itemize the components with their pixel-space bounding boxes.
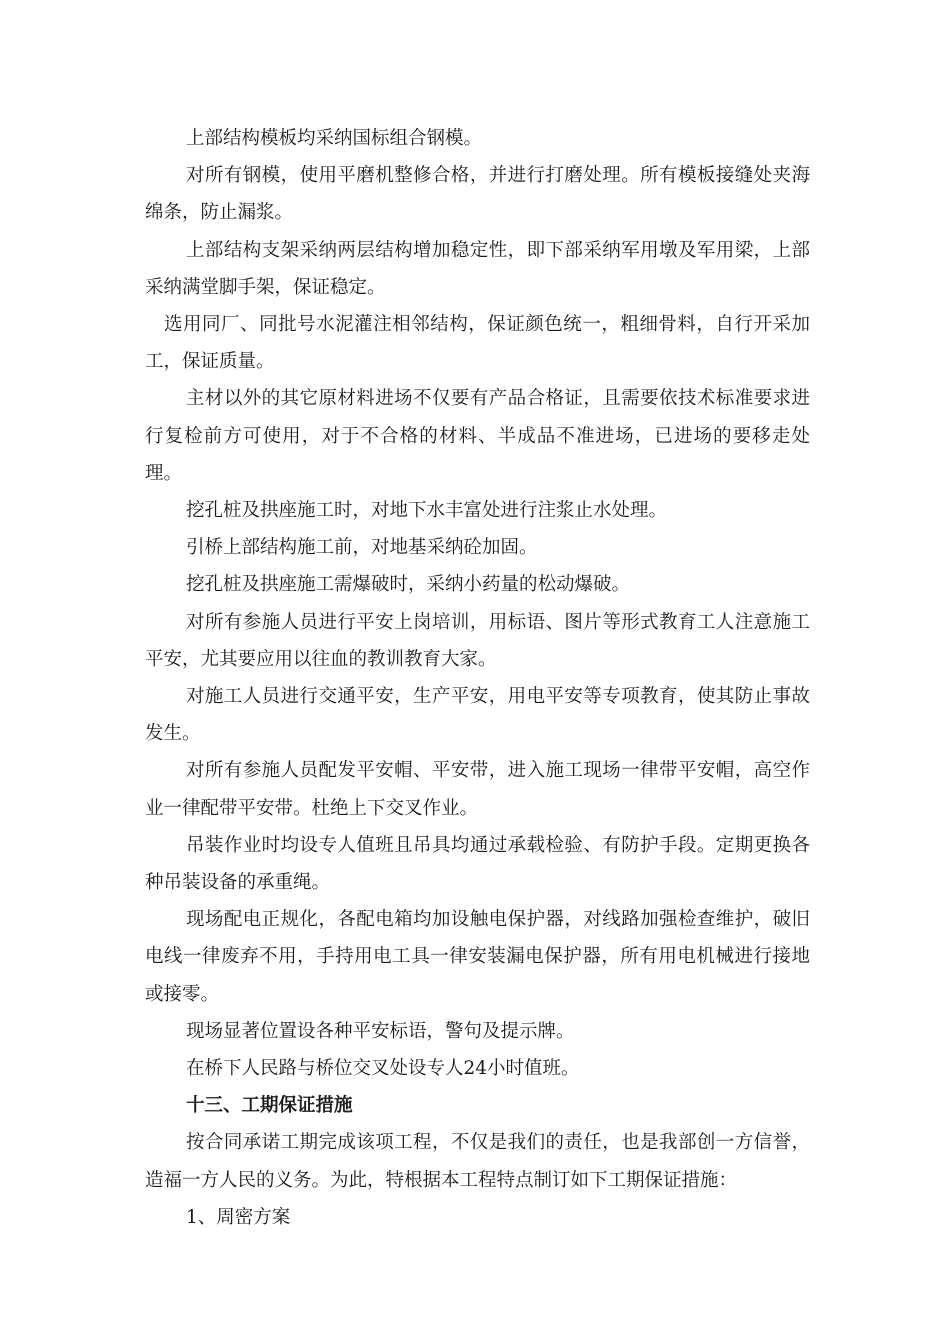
paragraph-foundation-reinforcement: 引桥上部结构施工前，对地基采纳砼加固。 [186, 537, 538, 559]
paragraph-lifting-operations: 吊装作业时均设专人值班且吊具均通过承载检验、有防护手段。定期更换各种吊装设备的承重绳。 [145, 834, 810, 894]
paragraph-safety-signs: 现场显著位置设各种平安标语，警句及提示牌。 [186, 1020, 575, 1042]
paragraph-grouting: 挖孔桩及拱座施工时，对地下水丰富处进行注浆止水处理。 [186, 500, 668, 522]
paragraph-safety-education: 对施工人员进行交通平安，生产平安，用电平安等专项教育，使其防止事故发生。 [145, 686, 810, 745]
paragraph-support-structure: 上部结构支架采纳两层结构增加稳定性，即下部采纳军用墩及军用梁，上部采纳满堂脚手架，保证稳定。 [145, 239, 810, 298]
paragraph-helmets-belts: 对所有参施人员配发平安帽、平安带，进入施工现场一律带平安帽，高空作业一律配带平安带。杜绝上下交叉作业。 [145, 760, 810, 819]
paragraph-power-distribution: 现场配电正规化，各配电箱均加设触电保护器，对线路加强检查维护，破旧电线一律废弃不用，手持用电工具一律安装漏电保护器，所有用电机械进行接地或接零。 [145, 909, 810, 1005]
paragraph-material-inspection: 主材以外的其它原材料进场不仅要有产品合格证，且需要依技术标准要求进行复检前方可使用，对于不合格的材料、半成品不准进场，已进场的要移走处理。 [145, 388, 810, 484]
subheading-thorough-plan: 1、周密方案 [186, 1206, 291, 1228]
paragraph-formwork-standard: 上部结构模板均采纳国标组合钢模。 [186, 128, 483, 149]
paragraph-duty-watch: 在桥下人民路与桥位交叉处设专人24小时值班。 [186, 1058, 580, 1080]
paragraph-cement-selection: 选用同厂、同批号水泥灌注相邻结构，保证颜色统一，粗细骨料，自行开采加工，保证质量。 [145, 314, 810, 373]
document-body [145, 120, 810, 1236]
paragraph-safety-training: 对所有参施人员进行平安上岗培训，用标语、图片等形式教育工人注意施工平安，尤其要应用以往血的教训教育大家。 [145, 611, 810, 670]
paragraph-schedule-commitment: 按合同承诺工期完成该项工程，不仅是我们的责任，也是我部创一方信誉，造福一方人民的义务。为此，特根据本工程特点制订如下工期保证措施： [145, 1132, 810, 1191]
paragraph-steel-mold-grinding: 对所有钢模，使用平磨机整修合格，并进行打磨处理。所有模板接缝处夹海绵条，防止漏浆。 [145, 165, 810, 224]
section-heading: 十三、工期保证措施 [186, 1095, 353, 1117]
paragraph-blasting: 挖孔桩及拱座施工需爆破时，采纳小药量的松动爆破。 [186, 574, 631, 596]
